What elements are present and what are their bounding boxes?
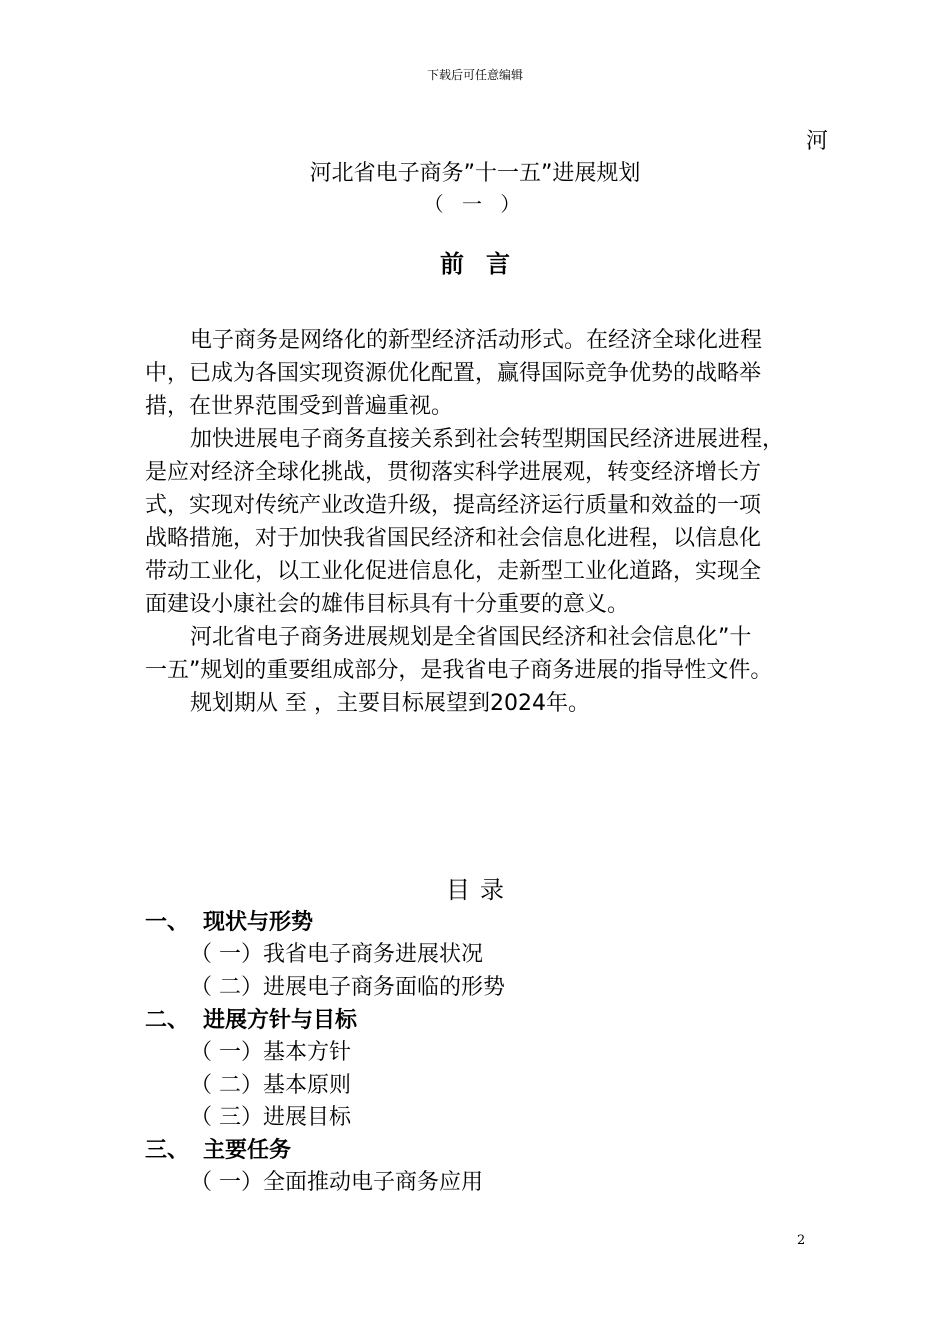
corner-character: 河 bbox=[806, 129, 829, 154]
toc-section bbox=[145, 1133, 291, 1164]
toc-subsection: （ 一）全面推动电子商务应用 bbox=[190, 1170, 483, 1195]
toc-section-number: 一、 bbox=[145, 910, 190, 935]
preface-line: 是应对经济全球化挑战，贯彻落实科学进展观，转变经济增长方 bbox=[145, 460, 762, 485]
preface-line: 加快进展电子商务直接关系到社会转型期国民经济进展进程， bbox=[190, 427, 785, 452]
toc-section-number: 二、 bbox=[145, 1008, 190, 1033]
preface-line: 面建设小康社会的雄伟目标具有十分重要的意义。 bbox=[145, 592, 630, 617]
preface-line: 河北省电子商务进展规划是全省国民经济和社会信息化”十 bbox=[190, 625, 752, 650]
document-subtitle: （ 一 ） bbox=[423, 192, 527, 216]
toc-subsection: （ 一）我省电子商务进展状况 bbox=[190, 942, 483, 967]
header-note: 下载后可任意编辑 bbox=[426, 68, 523, 82]
toc-section-number: 三、 bbox=[145, 1138, 190, 1163]
toc-section-title: 现状与形势 bbox=[203, 910, 314, 935]
toc-section-title: 进展方针与目标 bbox=[203, 1008, 358, 1033]
toc-subsection: （ 一）基本方针 bbox=[190, 1040, 351, 1065]
preface-line: 战略措施，对于加快我省国民经济和社会信息化进程，以信息化 bbox=[145, 526, 762, 551]
preface-line: 措，在世界范围受到普遍重视。 bbox=[145, 394, 454, 419]
toc-heading: 目录 bbox=[446, 876, 514, 904]
preface-line: 中，已成为各国实现资源优化配置，赢得国际竞争优势的战略举 bbox=[145, 361, 762, 386]
document-title: 河北省电子商务”十一五”进展规划 bbox=[309, 161, 641, 186]
preface-line: 式，实现对传统产业改造升级，提高经济运行质量和效益的一项 bbox=[145, 493, 762, 518]
page-number: 2 bbox=[797, 1233, 806, 1248]
preface-line: 带动工业化，以工业化促进信息化，走新型工业化道路，实现全 bbox=[145, 559, 762, 584]
toc-section-title: 主要任务 bbox=[203, 1138, 292, 1163]
toc-subsection: （ 二）进展电子商务面临的形势 bbox=[190, 975, 505, 1000]
preface-line: 电子商务是网络化的新型经济活动形式。在经济全球化进程 bbox=[190, 328, 763, 353]
preface-line: 一五”规划的重要组成部分，是我省电子商务进展的指导性文件。 bbox=[145, 658, 773, 683]
toc-subsection: （ 三）进展目标 bbox=[190, 1105, 351, 1130]
toc-subsection: （ 二）基本原则 bbox=[190, 1073, 351, 1098]
preface-line: 规划期从 至 ，主要目标展望到2024年。 bbox=[190, 691, 590, 716]
preface-heading: 前言 bbox=[440, 250, 532, 278]
toc-section bbox=[145, 1003, 357, 1034]
toc-section bbox=[145, 905, 313, 936]
